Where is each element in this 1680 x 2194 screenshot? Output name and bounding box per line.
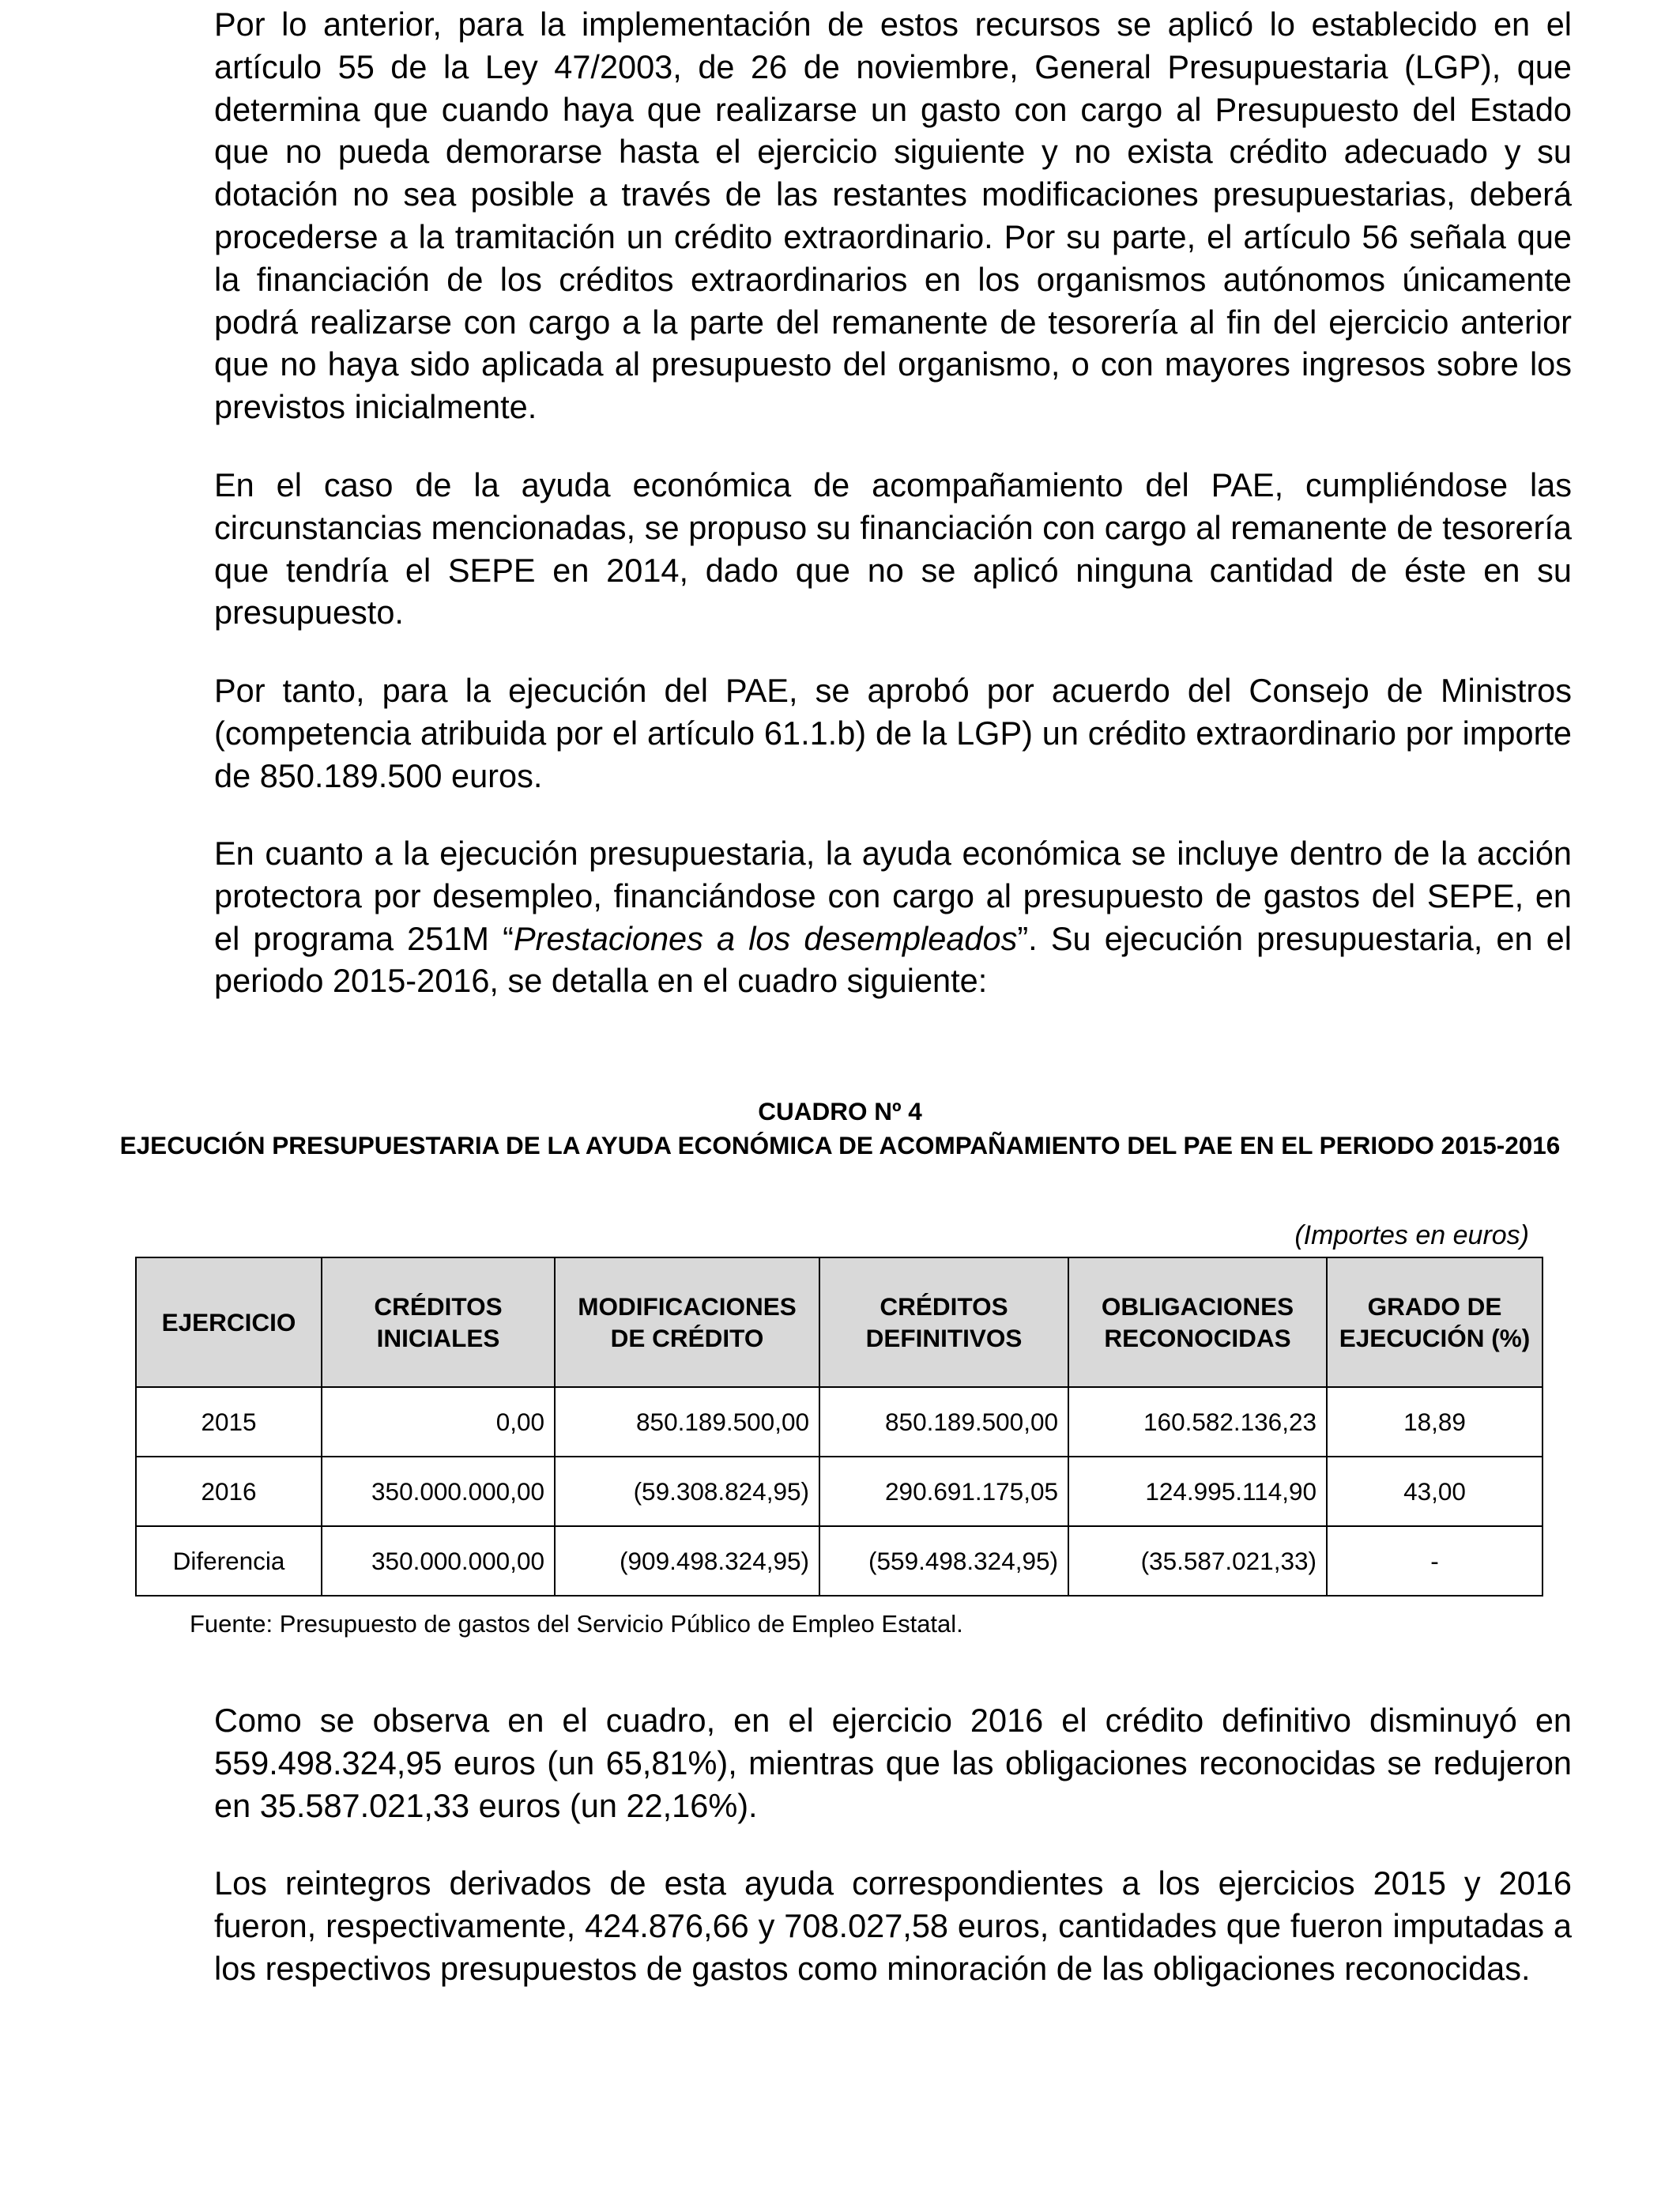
cell-modificaciones: (59.308.824,95) (555, 1457, 819, 1526)
cell-obligaciones: 124.995.114,90 (1068, 1457, 1327, 1526)
budget-execution-table (135, 1257, 1543, 1596)
cell-creditos-iniciales: 0,00 (322, 1387, 555, 1457)
table-number: CUADRO Nº 4 (758, 1097, 922, 1125)
cell-grado-ejecucion: - (1327, 1526, 1543, 1596)
paragraph-reintegros: Los reintegros derivados de esta ayuda correspondientes a los ejercicios 2015 y 2016 fueron, respectivamente, 424.876,66 y 708.027,58 euros, cantidades que fueron imputadas a los respectivos presupuestos de gastos como minoración de las obligaciones reconocidas. (214, 1864, 1572, 1987)
header-creditos-definitivos: CRÉDITOS DEFINITIVOS (819, 1257, 1068, 1387)
table-source-note: Fuente: Presupuesto de gastos del Servicio Público de Empleo Estatal. (190, 1610, 963, 1638)
header-ejercicio: EJERCICIO (136, 1257, 322, 1387)
paragraph-extraordinary-credit: Por tanto, para la ejecución del PAE, se aprobó por acuerdo del Consejo de Ministros (competencia atribuida por el artículo 61.1.b) de la LGP) un crédito extraordinario por importe de 850.189.500 euros. (214, 672, 1572, 794)
cell-obligaciones: (35.587.021,33) (1068, 1526, 1327, 1596)
cell-creditos-iniciales: 350.000.000,00 (322, 1457, 555, 1526)
cell-ejercicio: Diferencia (136, 1526, 322, 1596)
program-name: Prestaciones a los desempleados (513, 919, 1018, 957)
cell-ejercicio: 2016 (136, 1457, 322, 1526)
paragraph-budget-execution-end: ”. Su ejecución presupuestaria, en el periodo 2015-2016, se detalla en el cuadro siguiente: (214, 919, 1572, 1000)
cell-creditos-definitivos: 850.189.500,00 (819, 1387, 1068, 1457)
cell-grado-ejecucion: 43,00 (1327, 1457, 1543, 1526)
cell-obligaciones: 160.582.136,23 (1068, 1387, 1327, 1457)
table-row (136, 1387, 1543, 1457)
cell-creditos-definitivos: 290.691.175,05 (819, 1457, 1068, 1526)
paragraph-budget-execution (214, 832, 1572, 1002)
cell-ejercicio: 2015 (136, 1387, 322, 1457)
header-obligaciones: OBLIGACIONES RECONOCIDAS (1068, 1257, 1327, 1387)
cell-modificaciones: 850.189.500,00 (555, 1387, 819, 1457)
cell-creditos-definitivos: (559.498.324,95) (819, 1526, 1068, 1596)
cell-grado-ejecucion: 18,89 (1327, 1387, 1543, 1457)
paragraph-legal-basis: Por lo anterior, para la implementación de estos recursos se aplicó lo establecido en el artículo 55 de la Ley 47/2003, de 26 de noviembre, General Presupuestaria (LGP), que determina que cuando haya que realizarse un gasto con cargo al Presupuesto del Estado que no pueda demorarse hasta el ejercicio siguiente y no exista crédito adecuado y su dotación no sea posible a través de las restantes modificaciones presupuestarias, deberá procederse a la tramitación un crédito extraordinario. Por su parte, el artículo 56 señala que la financiación de los créditos extraordinarios en los organismos autónomos únicamente podrá realizarse con cargo a la parte del remanente de tesorería al fin del ejercicio anterior que no haya sido aplicada al presupuesto del organismo, o con mayores ingresos sobre los previstos inicialmente. (214, 6, 1572, 426)
paragraph-budget-execution-start: En cuanto a la ejecución presupuestaria, la ayuda económica se incluye dentro de la acción protectora por desempleo, financiándose con cargo al presupuesto de gastos del SEPE, en el programa 251M “ (214, 835, 1572, 957)
paragraph-financing: En el caso de la ayuda económica de acompañamiento del PAE, cumpliéndose las circunstancias mencionadas, se propuso su financiación con cargo al remanente de tesorería que tendría el SEPE en 2014, dado que no se aplicó ninguna cantidad de éste en su presupuesto. (214, 466, 1572, 631)
header-modificaciones: MODIFICACIONES DE CRÉDITO (555, 1257, 819, 1387)
cell-modificaciones: (909.498.324,95) (555, 1526, 819, 1596)
cell-creditos-iniciales: 350.000.000,00 (322, 1526, 555, 1596)
table-units-note: (Importes en euros) (1294, 1220, 1529, 1250)
table-title: EJECUCIÓN PRESUPUESTARIA DE LA AYUDA ECONÓMICA DE ACOMPAÑAMIENTO DEL PAE EN EL PERIODO 2015-2016 (119, 1131, 1561, 1159)
paragraph-observation: Como se observa en el cuadro, en el ejercicio 2016 el crédito definitivo disminuyó en 559.498.324,95 euros (un 65,81%), mientras que las obligaciones reconocidas se redujeron en 35.587.021,33 euros (un 22,16%). (214, 1702, 1572, 1824)
header-creditos-iniciales: CRÉDITOS INICIALES (322, 1257, 555, 1387)
table-header-row (136, 1257, 1543, 1387)
table-row (136, 1526, 1543, 1596)
table-row (136, 1457, 1543, 1526)
header-grado-ejecucion: GRADO DE EJECUCIÓN (%) (1327, 1257, 1543, 1387)
